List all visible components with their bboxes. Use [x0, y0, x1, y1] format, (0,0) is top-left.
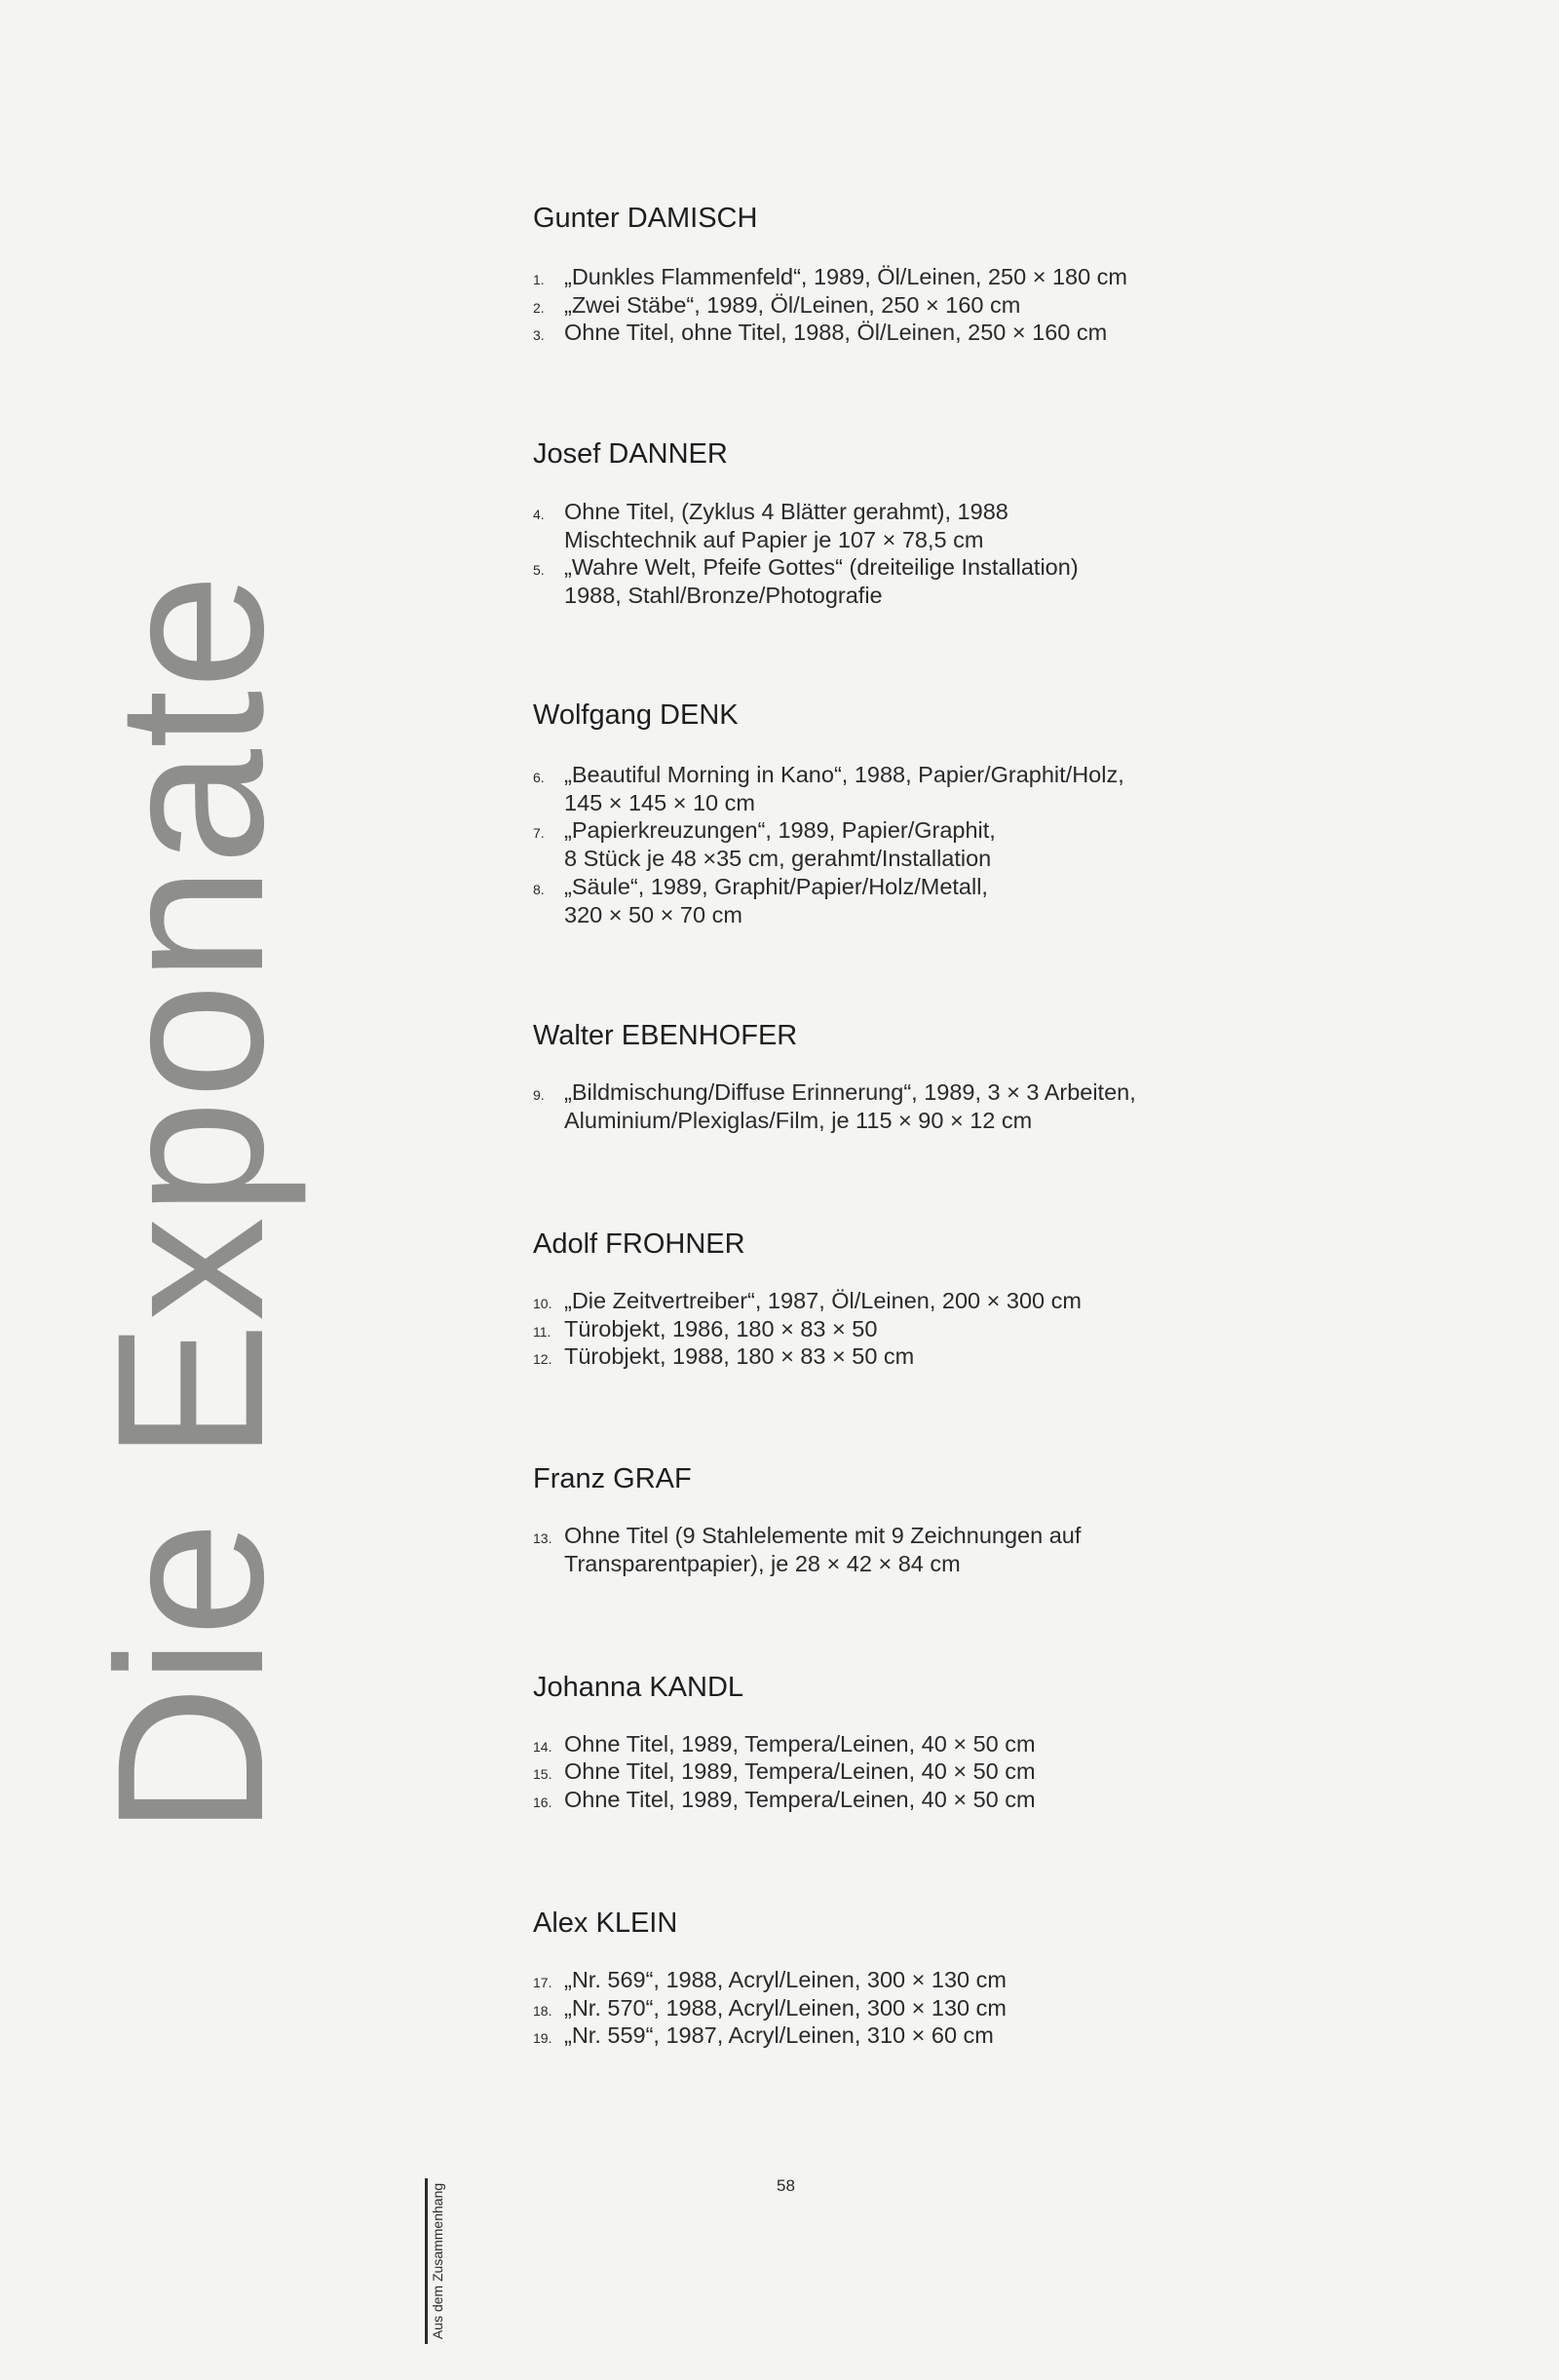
work-description: Türobjekt, 1986, 180 × 83 × 50 — [564, 1316, 878, 1341]
artist-name: Alex KLEIN — [533, 1908, 678, 1939]
work-number: 2. — [533, 300, 545, 316]
work-item — [533, 873, 988, 929]
artist-name: Johanna KANDL — [533, 1672, 744, 1703]
work-description: „Nr. 570“, 1988, Acryl/Leinen, 300 × 130 cm — [564, 1995, 1007, 2021]
work-description: „Bildmischung/Diffuse Erinnerung“, 1989, 3 × 3 Arbeiten, Aluminium/Plexiglas/Film, je 115 × 90 × 12 cm — [564, 1079, 1136, 1133]
work-description: Türobjekt, 1988, 180 × 83 × 50 cm — [564, 1343, 915, 1369]
work-number: 5. — [533, 562, 545, 578]
page-number: 58 — [777, 2176, 795, 2195]
work-description: Ohne Titel, ohne Titel, 1988, Öl/Leinen, 250 × 160 cm — [564, 320, 1108, 345]
artist-name: Josef DANNER — [533, 438, 728, 470]
work-number: 18. — [533, 2003, 552, 2019]
section-tag-bar — [425, 2178, 428, 2344]
work-description: „Dunkles Flammenfeld“, 1989, Öl/Leinen, 250 × 180 cm — [564, 264, 1128, 289]
work-description: „Zwei Stäbe“, 1989, Öl/Leinen, 250 × 160 cm — [564, 292, 1021, 318]
work-number: 7. — [533, 825, 545, 841]
work-item — [533, 498, 1008, 554]
work-description: Ohne Titel, 1989, Tempera/Leinen, 40 × 50 cm — [564, 1731, 1036, 1757]
artist-name: Walter EBENHOFER — [533, 1020, 798, 1051]
artist-name: Franz GRAF — [533, 1463, 692, 1494]
work-description: „Nr. 559“, 1987, Acryl/Leinen, 310 × 60 cm — [564, 2022, 994, 2048]
work-description: Ohne Titel, (Zyklus 4 Blätter gerahmt), 1988 Mischtechnik auf Papier je 107 × 78,5 cm — [564, 499, 1008, 552]
work-number: 14. — [533, 1739, 552, 1755]
section-tag-label: Aus dem Zusammenhang — [430, 2182, 445, 2340]
work-description: „Nr. 569“, 1988, Acryl/Leinen, 300 × 130 cm — [564, 1967, 1007, 1992]
work-number: 10. — [533, 1296, 552, 1311]
work-number: 1. — [533, 272, 545, 287]
work-number: 15. — [533, 1766, 552, 1782]
work-description: „Papierkreuzungen“, 1989, Papier/Graphit, 8 Stück je 48 ×35 cm, gerahmt/Installation — [564, 817, 996, 871]
work-item — [533, 1287, 1082, 1318]
work-item — [533, 761, 1124, 817]
work-number: 16. — [533, 1794, 552, 1810]
work-item — [533, 1966, 1007, 1997]
work-item — [533, 263, 1127, 294]
work-description: Ohne Titel, 1989, Tempera/Leinen, 40 × 50 cm — [564, 1758, 1036, 1784]
work-item — [533, 1078, 1136, 1135]
work-description: „Säule“, 1989, Graphit/Papier/Holz/Metall, 320 × 50 × 70 cm — [564, 874, 988, 927]
work-item — [533, 1522, 1081, 1578]
work-number: 17. — [533, 1975, 552, 1990]
work-number: 19. — [533, 2030, 552, 2046]
artist-name: Gunter DAMISCH — [533, 203, 758, 234]
work-description: Ohne Titel, 1989, Tempera/Leinen, 40 × 50 cm — [564, 1787, 1036, 1812]
work-item — [533, 1342, 914, 1374]
work-item — [533, 319, 1107, 350]
artist-name: Wolfgang DENK — [533, 699, 739, 731]
work-item — [533, 816, 996, 873]
work-item — [533, 553, 1079, 610]
work-item — [533, 1757, 1036, 1789]
work-item — [533, 1786, 1036, 1817]
work-number: 3. — [533, 327, 545, 343]
work-number: 11. — [533, 1324, 551, 1340]
work-description: „Die Zeitvertreiber“, 1987, Öl/Leinen, 200 × 300 cm — [564, 1288, 1082, 1313]
section-title-vertical: Die Exponate — [74, 572, 307, 1836]
artist-name: Adolf FROHNER — [533, 1228, 745, 1260]
work-item — [533, 2021, 994, 2053]
work-number: 4. — [533, 507, 545, 522]
work-description: „Wahre Welt, Pfeife Gottes“ (dreiteilige Installation) 1988, Stahl/Bronze/Photografie — [564, 554, 1079, 608]
work-number: 12. — [533, 1351, 552, 1367]
work-number: 9. — [533, 1087, 545, 1103]
section-tag — [425, 2178, 444, 2344]
work-number: 8. — [533, 882, 545, 897]
work-number: 13. — [533, 1530, 552, 1546]
work-description: „Beautiful Morning in Kano“, 1988, Papier/Graphit/Holz, 145 × 145 × 10 cm — [564, 762, 1124, 815]
work-number: 6. — [533, 770, 545, 785]
work-description: Ohne Titel (9 Stahlelemente mit 9 Zeichnungen auf Transparentpapier), je 28 × 42 × 84 cm — [564, 1523, 1082, 1576]
